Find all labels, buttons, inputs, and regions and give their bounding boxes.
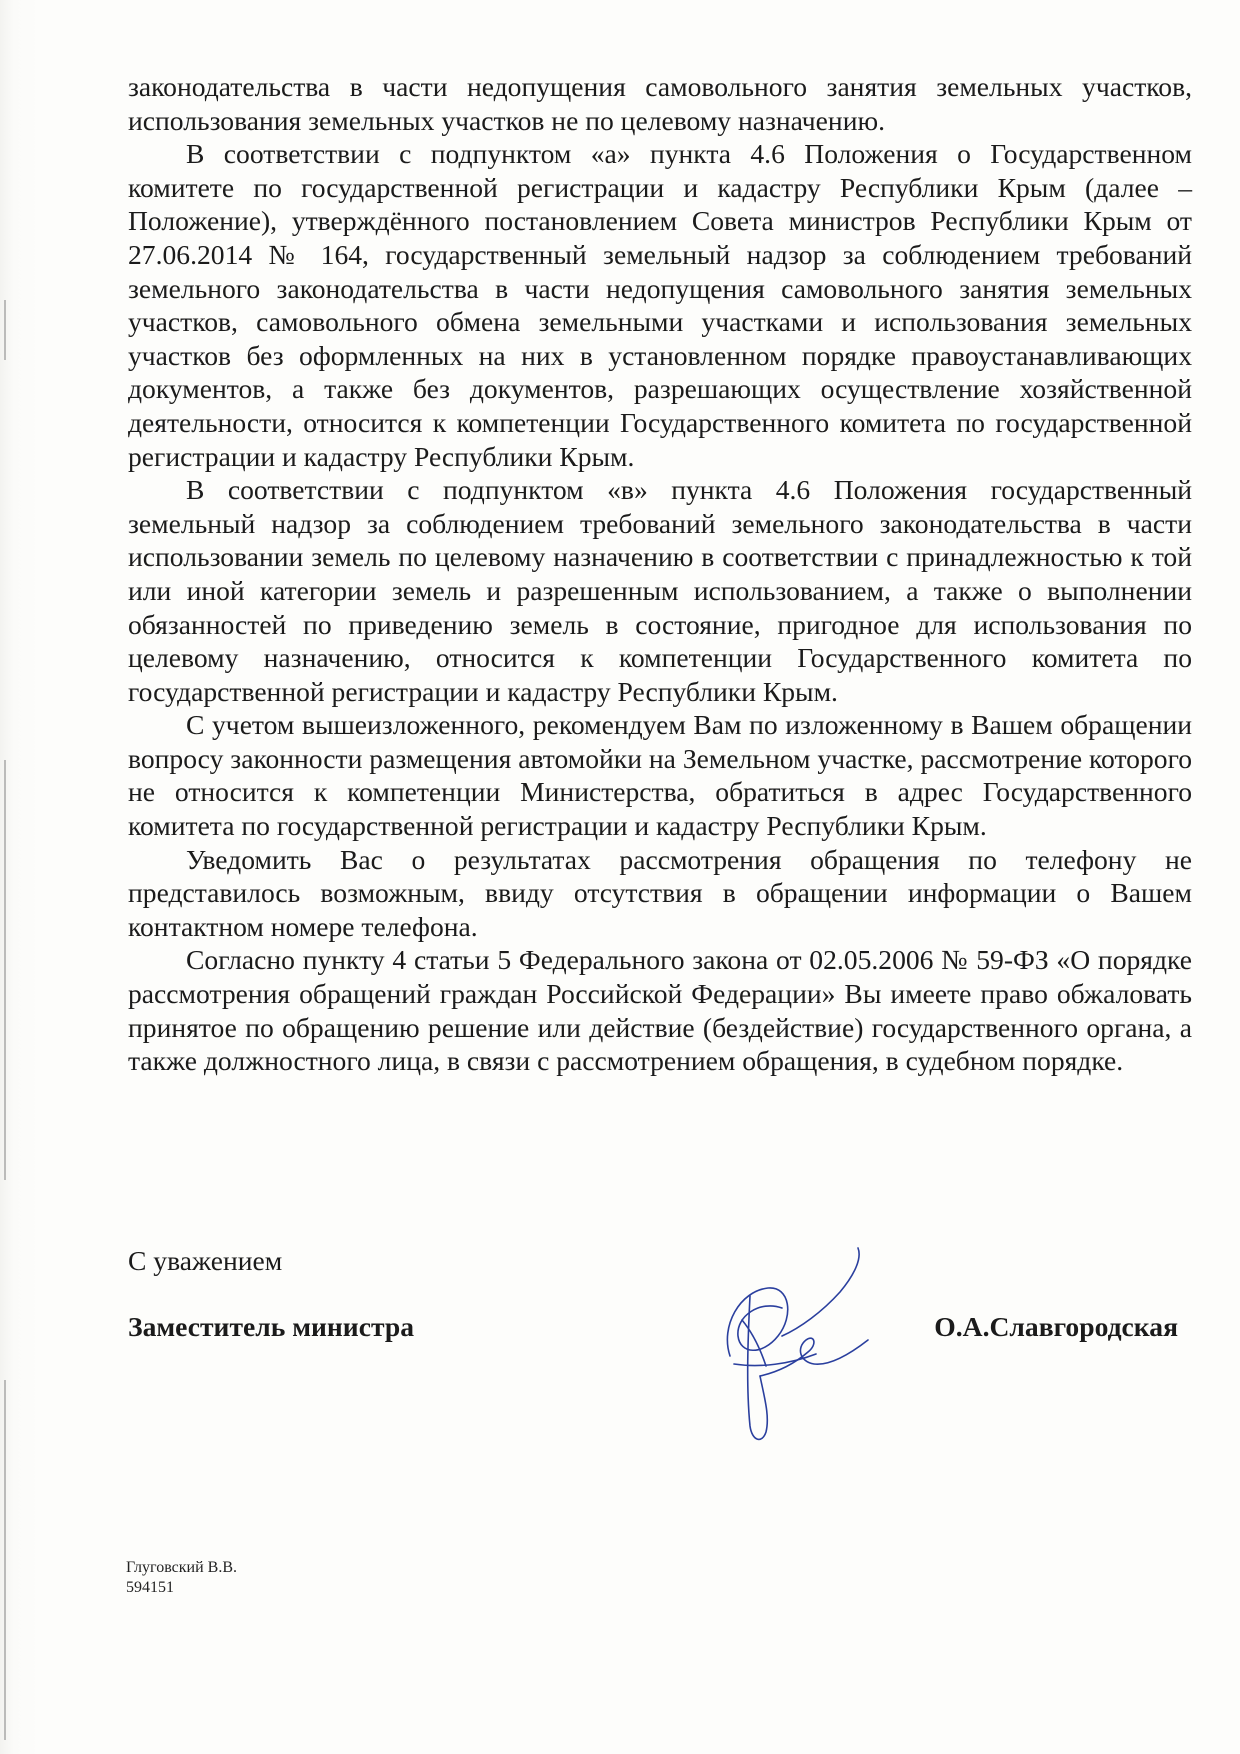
executor-info [126, 1558, 237, 1598]
paragraph: В соответствии с подпунктом «а» пункта 4.6 Положения о Государственном комитете по государственной регистрации и кадастру Республики Крым (далее – Положение), утверждённого постановлением Совета министров Республики Крым от 27.06.2014 № 164, государственный земельный надзор за соблюдением требований земельного законодательства в части недопущения самовольного занятия земельных участков, самовольного обмена земельными участками и использования земельных участков без оформленных на них в установленном порядке правоустанавливающих документов, а также без документов, разрешающих осуществление хозяйственной деятельности, относится к компетенции Государственного комитета по государственной регистрации и кадастру Республики Крым. [128, 138, 1192, 472]
paragraph: В соответствии с подпунктом «в» пункта 4.6 Положения государственный земельный надзор за соблюдением требований земельного законодательства в части использовании земель по целевому назначению в соответствии с принадлежностью к той или иной категории земель и разрешенным использованием, а также о выполнении обязанностей по приведению земель в состояние, пригодное для использования по целевому назначению, относится к компетенции Государственного комитета по государственной регистрации и кадастру Республики Крым. [128, 474, 1192, 707]
scan-edge-mark [4, 760, 6, 1180]
scan-edge-mark [4, 1380, 6, 1740]
paragraph: Согласно пункту 4 статьи 5 Федерального закона от 02.05.2006 № 59-ФЗ «О порядке рассмотрения обращений граждан Российской Федерации» Вы имеете право обжаловать принятое по обращению решение или действие (бездействие) государственного органа, а также должностного лица, в связи с рассмотрением обращения, в судебном порядке. [128, 944, 1192, 1077]
signatory-name: О.А.Славгородская [934, 1311, 1178, 1342]
signatory-position: Заместитель министра [128, 1311, 414, 1342]
executor-name: Глуговский В.В. [126, 1559, 237, 1576]
scan-edge-mark [4, 300, 6, 360]
paragraph-continuation: законодательства в части недопущения самовольного занятия земельных участков, использования земельных участков не по целевому назначению. [128, 71, 1192, 136]
paragraph: Уведомить Вас о результатах рассмотрения обращения по телефону не представилось возможным, ввиду отсутствия в обращении информации о Вашем контактном номере телефона. [128, 843, 1192, 942]
handwritten-signature-icon [690, 1236, 890, 1456]
letter-body [128, 70, 1192, 1078]
paragraph: С учетом вышеизложенного, рекомендуем Вам по изложенному в Вашем обращении вопросу законности размещения автомойки на Земельном участке, рассмотрение которого не относится к компетенции Министерства, обратиться в адрес Государственного комитета по государственной регистрации и кадастру Республики Крым. [128, 709, 1192, 842]
executor-phone: 594151 [126, 1579, 174, 1596]
closing-phrase: С уважением [128, 1245, 283, 1276]
